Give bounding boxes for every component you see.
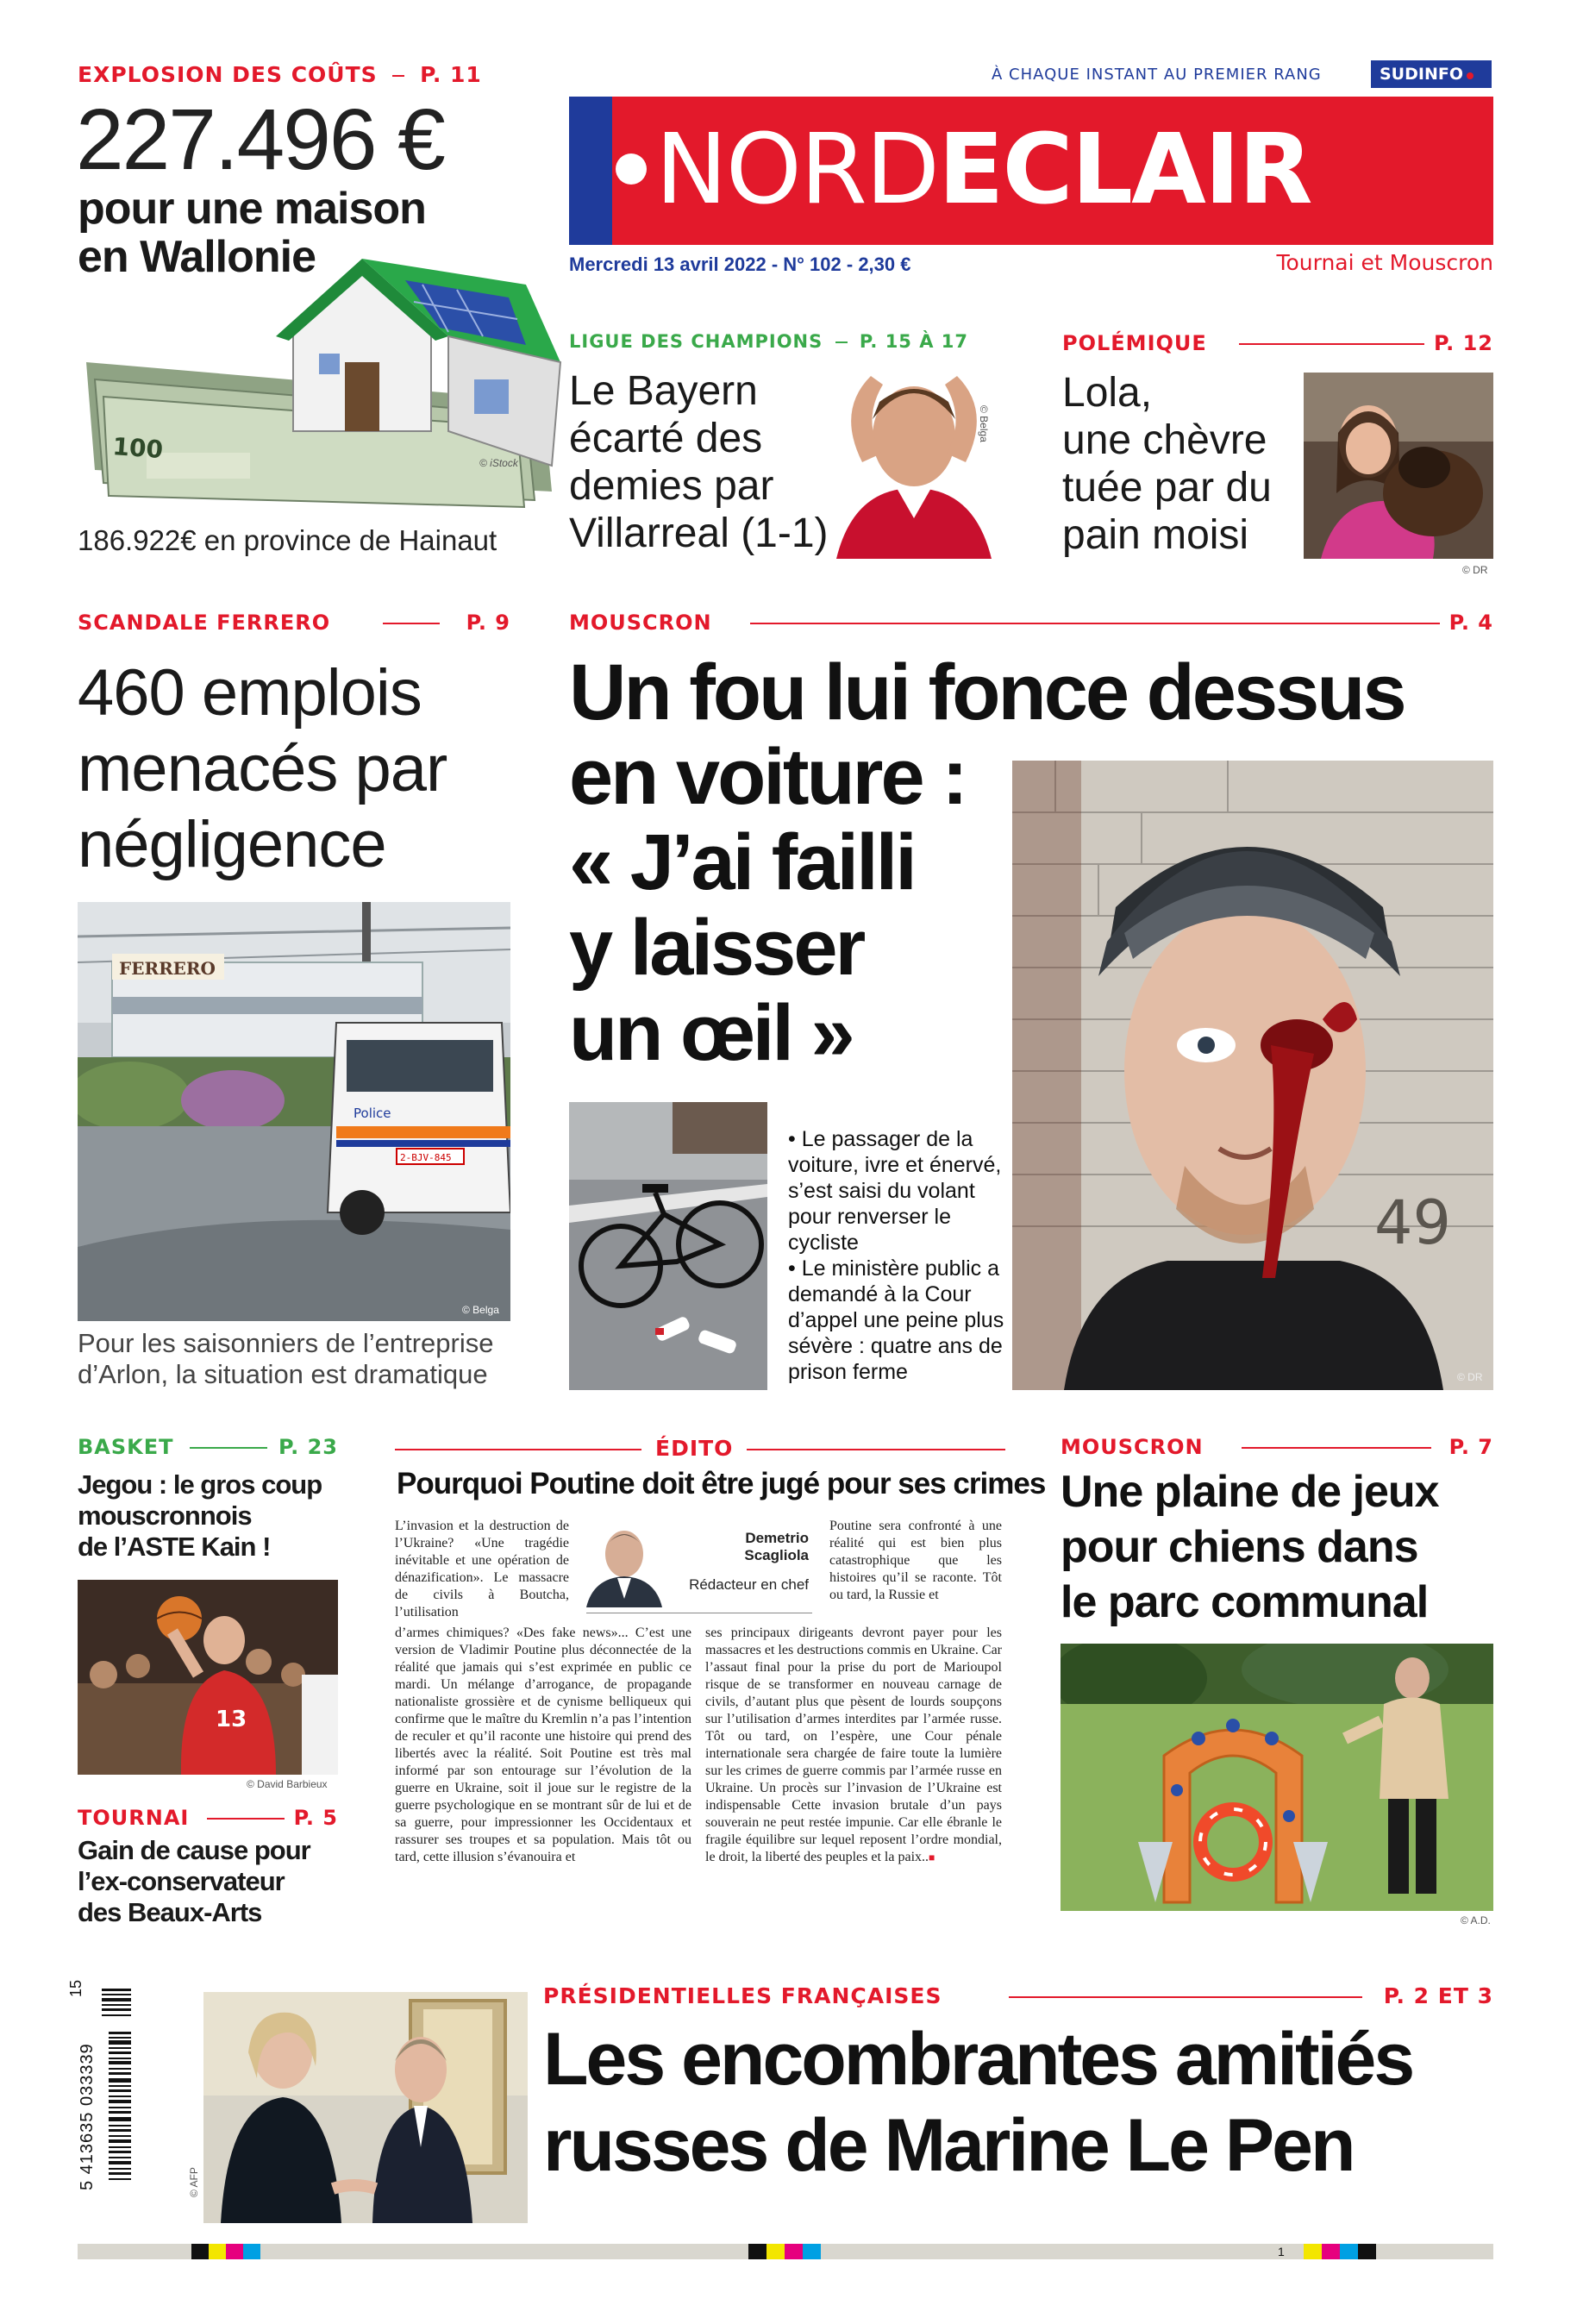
basket-credit: © David Barbieux	[247, 1778, 328, 1790]
edition-name: Tournai et Mouscron	[1276, 250, 1493, 275]
tagline: À CHAQUE INSTANT AU PREMIER RANG	[992, 66, 1322, 84]
ferrero-factory-image[interactable]	[78, 902, 510, 1321]
costs-page-ref: P. 11	[420, 62, 482, 87]
lola-goat-image[interactable]	[1304, 373, 1493, 559]
bayern-credit: © Belga	[978, 405, 990, 442]
dogpark-headline-line3: le parc communal	[1061, 1577, 1429, 1627]
costs-headline-line2: en Wallonie	[78, 232, 316, 282]
lola-headline-line1: Lola,	[1062, 370, 1153, 416]
lead-kicker[interactable]	[569, 611, 1493, 635]
lead-bullets	[788, 1126, 1012, 1385]
ferrero-headline-line1: 460 emplois	[78, 656, 422, 730]
lead-headline-rest[interactable]	[569, 735, 966, 1076]
lead-bullet-2: • Le ministère public a demandé à la Cour d’appel une peine plus sévère : quatre ans de prison ferme	[788, 1256, 1004, 1384]
bayern-kicker[interactable]	[569, 331, 968, 352]
house-number: 49	[1374, 1187, 1452, 1258]
bayern-kicker-label: LIGUE DES CHAMPIONS	[569, 331, 823, 352]
basket-headline-line3: de l’ASTE Kain !	[78, 1532, 271, 1562]
lola-credit: © DR	[1462, 564, 1488, 576]
masthead[interactable]	[569, 97, 1493, 245]
issue-info: Mercredi 13 avril 2022 - N° 102 - 2,30 €	[569, 254, 911, 275]
page-number: 1	[1278, 2245, 1285, 2258]
dogpark-headline-line1: Une plaine de jeux	[1061, 1467, 1439, 1517]
lola-headline-line4: pain moisi	[1062, 512, 1249, 558]
lola-kicker-label: POLÉMIQUE	[1062, 331, 1207, 355]
lead-kicker-label: MOUSCRON	[569, 611, 712, 635]
sudinfo-label: SUDINFO	[1380, 65, 1463, 84]
banknote-text: 100	[111, 432, 165, 465]
lead-bike-image[interactable]	[569, 1102, 767, 1390]
tournai-kicker-label: TOURNAI	[78, 1806, 190, 1830]
ferrero-caption-line1: Pour les saisonniers de l’entreprise	[78, 1328, 494, 1358]
edito-author-first: Demetrio	[745, 1530, 809, 1546]
basket-headline-line1: Jegou : le gros coup	[78, 1469, 322, 1500]
edito-title[interactable]: Pourquoi Poutine doit être jugé pour ses crimes	[397, 1467, 1046, 1500]
masthead-title-eclair: ECLAIR	[938, 114, 1311, 226]
masthead-title-nord: NORD	[655, 114, 938, 226]
edito-col2-bottom	[705, 1625, 1002, 1918]
basket-headline[interactable]	[78, 1469, 322, 1563]
bayern-headline-line2: écarté des	[569, 416, 763, 461]
bayern-page-ref: P. 15 À 17	[859, 331, 969, 352]
costs-kicker[interactable]	[78, 62, 482, 87]
sudinfo-badge[interactable]	[1371, 60, 1492, 88]
ferrero-headline-line2: menacés par	[78, 732, 447, 805]
tournai-kicker[interactable]	[78, 1806, 338, 1830]
barcode-top-number: 15	[67, 1979, 84, 1997]
costs-credit: © iStock	[479, 457, 518, 469]
edito-end-mark: ■	[929, 1851, 935, 1864]
lead-headline-line4: y laisser	[569, 904, 864, 992]
tournai-headline-line1: Gain de cause pour	[78, 1835, 310, 1865]
edito-col1-bottom: d’armes chimiques? «Des fake news»... C’est une version de Vladimir Poutine plus déconnectée de la réalité que jamais qui s’est exprimée en public ce mardi. Un mélange d’arrogance, de propagande nationaliste grossière et de cynisme belliqueux qui confirme que le maître du Kremlin n’a pas l’intention de reculer et qu’il raconte une histoire qui prend des libertés avec la réalité. Soit Poutine est très mal informé par son entourage sur l’évolution de la guerre en Ukraine, soit il joue sur le registre de la guerre psychologique en se montrant sûr de lui et de sa guerre, pour impressionner les Occidentaux et rassurer ses troupes et sa population. Mais tôt ou tard, cette illusion s’évanouira et	[395, 1626, 691, 1864]
police-label: Police	[354, 1106, 391, 1121]
presidential-kicker-label: PRÉSIDENTIELLES FRANÇAISES	[543, 1983, 942, 2008]
dogpark-headline-line2: pour chiens dans	[1061, 1522, 1418, 1572]
basket-jersey-number: 13	[216, 1707, 247, 1732]
lola-kicker[interactable]	[1062, 331, 1493, 355]
basket-kicker-label: BASKET	[78, 1435, 174, 1459]
basket-player-image[interactable]	[78, 1580, 338, 1775]
ferrero-caption-line2: d’Arlon, la situation est dramatique	[78, 1359, 488, 1389]
ferrero-credit: © Belga	[462, 1304, 499, 1316]
color-mark-center	[748, 2244, 821, 2259]
bayern-headline-line3: demies par	[569, 463, 774, 509]
ferrero-headline[interactable]	[78, 655, 447, 883]
lead-bullet-1: • Le passager de la voiture, ivre et énervé, s’est saisi du volant pour renverser le cycliste	[788, 1127, 1002, 1255]
bayern-headline-line4: Villarreal (1-1)	[569, 511, 829, 556]
presidential-image[interactable]	[203, 1992, 528, 2223]
police-plate: 2-BJV-845	[400, 1152, 452, 1163]
lead-page-ref: P. 4	[1448, 611, 1493, 635]
tournai-page-ref: P. 5	[293, 1806, 338, 1830]
edito-author-last: Scagliola	[744, 1547, 809, 1563]
presidential-credit: © AFP	[188, 2167, 200, 2197]
lola-headline[interactable]	[1062, 369, 1272, 559]
color-mark-left	[191, 2244, 260, 2259]
basket-kicker[interactable]	[78, 1435, 338, 1459]
bayern-player-image[interactable]	[819, 359, 1009, 559]
bayern-headline-line1: Le Bayern	[569, 368, 758, 414]
barcode-number: 5 413635 033339	[78, 2043, 97, 2190]
edito-col2-top: Poutine sera confronté à une réalité qui est bien plus catastrophique que les histoires qu’il se raconte. Tôt ou tard, la Russie et	[829, 1519, 1002, 1602]
lead-cyclist-image[interactable]	[1012, 761, 1493, 1390]
ferrero-caption	[78, 1328, 493, 1390]
tournai-headline-line2: l’ex-conservateur	[78, 1866, 285, 1896]
bayern-headline[interactable]	[569, 367, 829, 557]
lead-headline-line1[interactable]: Un fou lui fonce dessus	[569, 648, 1405, 736]
presidential-headline[interactable]	[543, 2016, 1412, 2189]
edito-col1-top: L’invasion et la destruction de l’Ukraine? «Une tragédie inévitable et une opération de dénazification». Le massacre de civils à Boutcha, l’utilisation	[395, 1519, 569, 1619]
dogpark-page-ref: P. 7	[1448, 1435, 1493, 1459]
dogpark-image[interactable]	[1061, 1644, 1493, 1911]
edito-author-role: Rédacteur en chef	[689, 1576, 809, 1593]
lola-headline-line3: tuée par du	[1062, 465, 1272, 511]
masthead-blue-stripe	[569, 97, 612, 245]
dogpark-credit: © A.D.	[1461, 1914, 1491, 1926]
ferrero-sign: FERRERO	[119, 958, 216, 979]
costs-price[interactable]: 227.496 €	[76, 91, 444, 188]
ferrero-kicker[interactable]	[78, 611, 510, 635]
tournai-headline-line3: des Beaux-Arts	[78, 1897, 262, 1927]
costs-caption: 186.922€ en province de Hainaut	[78, 524, 497, 556]
dogpark-headline[interactable]	[1061, 1464, 1439, 1630]
lead-headline-line5: un œil »	[569, 989, 853, 1077]
ferrero-kicker-label: SCANDALE FERRERO	[78, 611, 331, 635]
lola-page-ref: P. 12	[1433, 331, 1493, 355]
color-mark-right	[1304, 2244, 1376, 2259]
edito-author-photo[interactable]	[583, 1521, 666, 1607]
presidential-headline-line1: Les encombrantes amitiés	[543, 2018, 1413, 2101]
ferrero-page-ref: P. 9	[466, 611, 510, 635]
lead-headline-line3: « J’ai failli	[569, 818, 915, 906]
dogpark-kicker-label: MOUSCRON	[1061, 1435, 1204, 1459]
ferrero-headline-line3: négligence	[78, 808, 386, 881]
lola-headline-line2: une chèvre	[1062, 417, 1267, 463]
costs-headline-line1: pour une maison	[78, 184, 426, 234]
tournai-headline[interactable]	[78, 1835, 310, 1928]
dogpark-kicker[interactable]	[1061, 1435, 1493, 1459]
costs-kicker-label: EXPLOSION DES COÛTS	[78, 62, 378, 87]
presidential-kicker[interactable]	[543, 1983, 1493, 2008]
lead-headline-line2: en voiture :	[569, 733, 966, 821]
basket-page-ref: P. 23	[278, 1435, 338, 1459]
house-banknotes-image[interactable]	[78, 233, 562, 517]
presidential-page-ref: P. 2 ET 3	[1383, 1983, 1493, 2008]
edito-author	[681, 1530, 809, 1564]
basket-headline-line2: mouscronnois	[78, 1500, 252, 1531]
lead-credit: © DR	[1457, 1371, 1483, 1383]
masthead-title	[655, 114, 1311, 226]
presidential-headline-line2: russes de Marine Le Pen	[543, 2104, 1354, 2187]
edito-kicker[interactable]: ÉDITO	[641, 1436, 747, 1461]
masthead-dot-icon	[616, 153, 647, 185]
edito-col2-bottom-text: ses principaux dirigeants devront payer pour les massacres et les destructions commis en Ukraine. Car l’assaut final pour la prise du port de Marioupol risque de se transformer en nouveau carnage de civils, d’autant plus que pèsent de lourds soupçons sur l’utilisation d’armes interdites par l’armée russe. Tôt ou tard, on l’espère, une Cour pénale internationale sera chargée de faire toute la lumière sur les crimes de guerre commis par l’armée russe en Ukraine. Un procès sur l’invasion de l’Ukraine est indispensable Cette invasion brutale d’un pays souverain ne peut restée impunie. Car elle ébranle le fragile équilibre sur lequel reposent l’ordre mondial, le droit, la liberté des peuples et la paix..	[705, 1626, 1002, 1864]
